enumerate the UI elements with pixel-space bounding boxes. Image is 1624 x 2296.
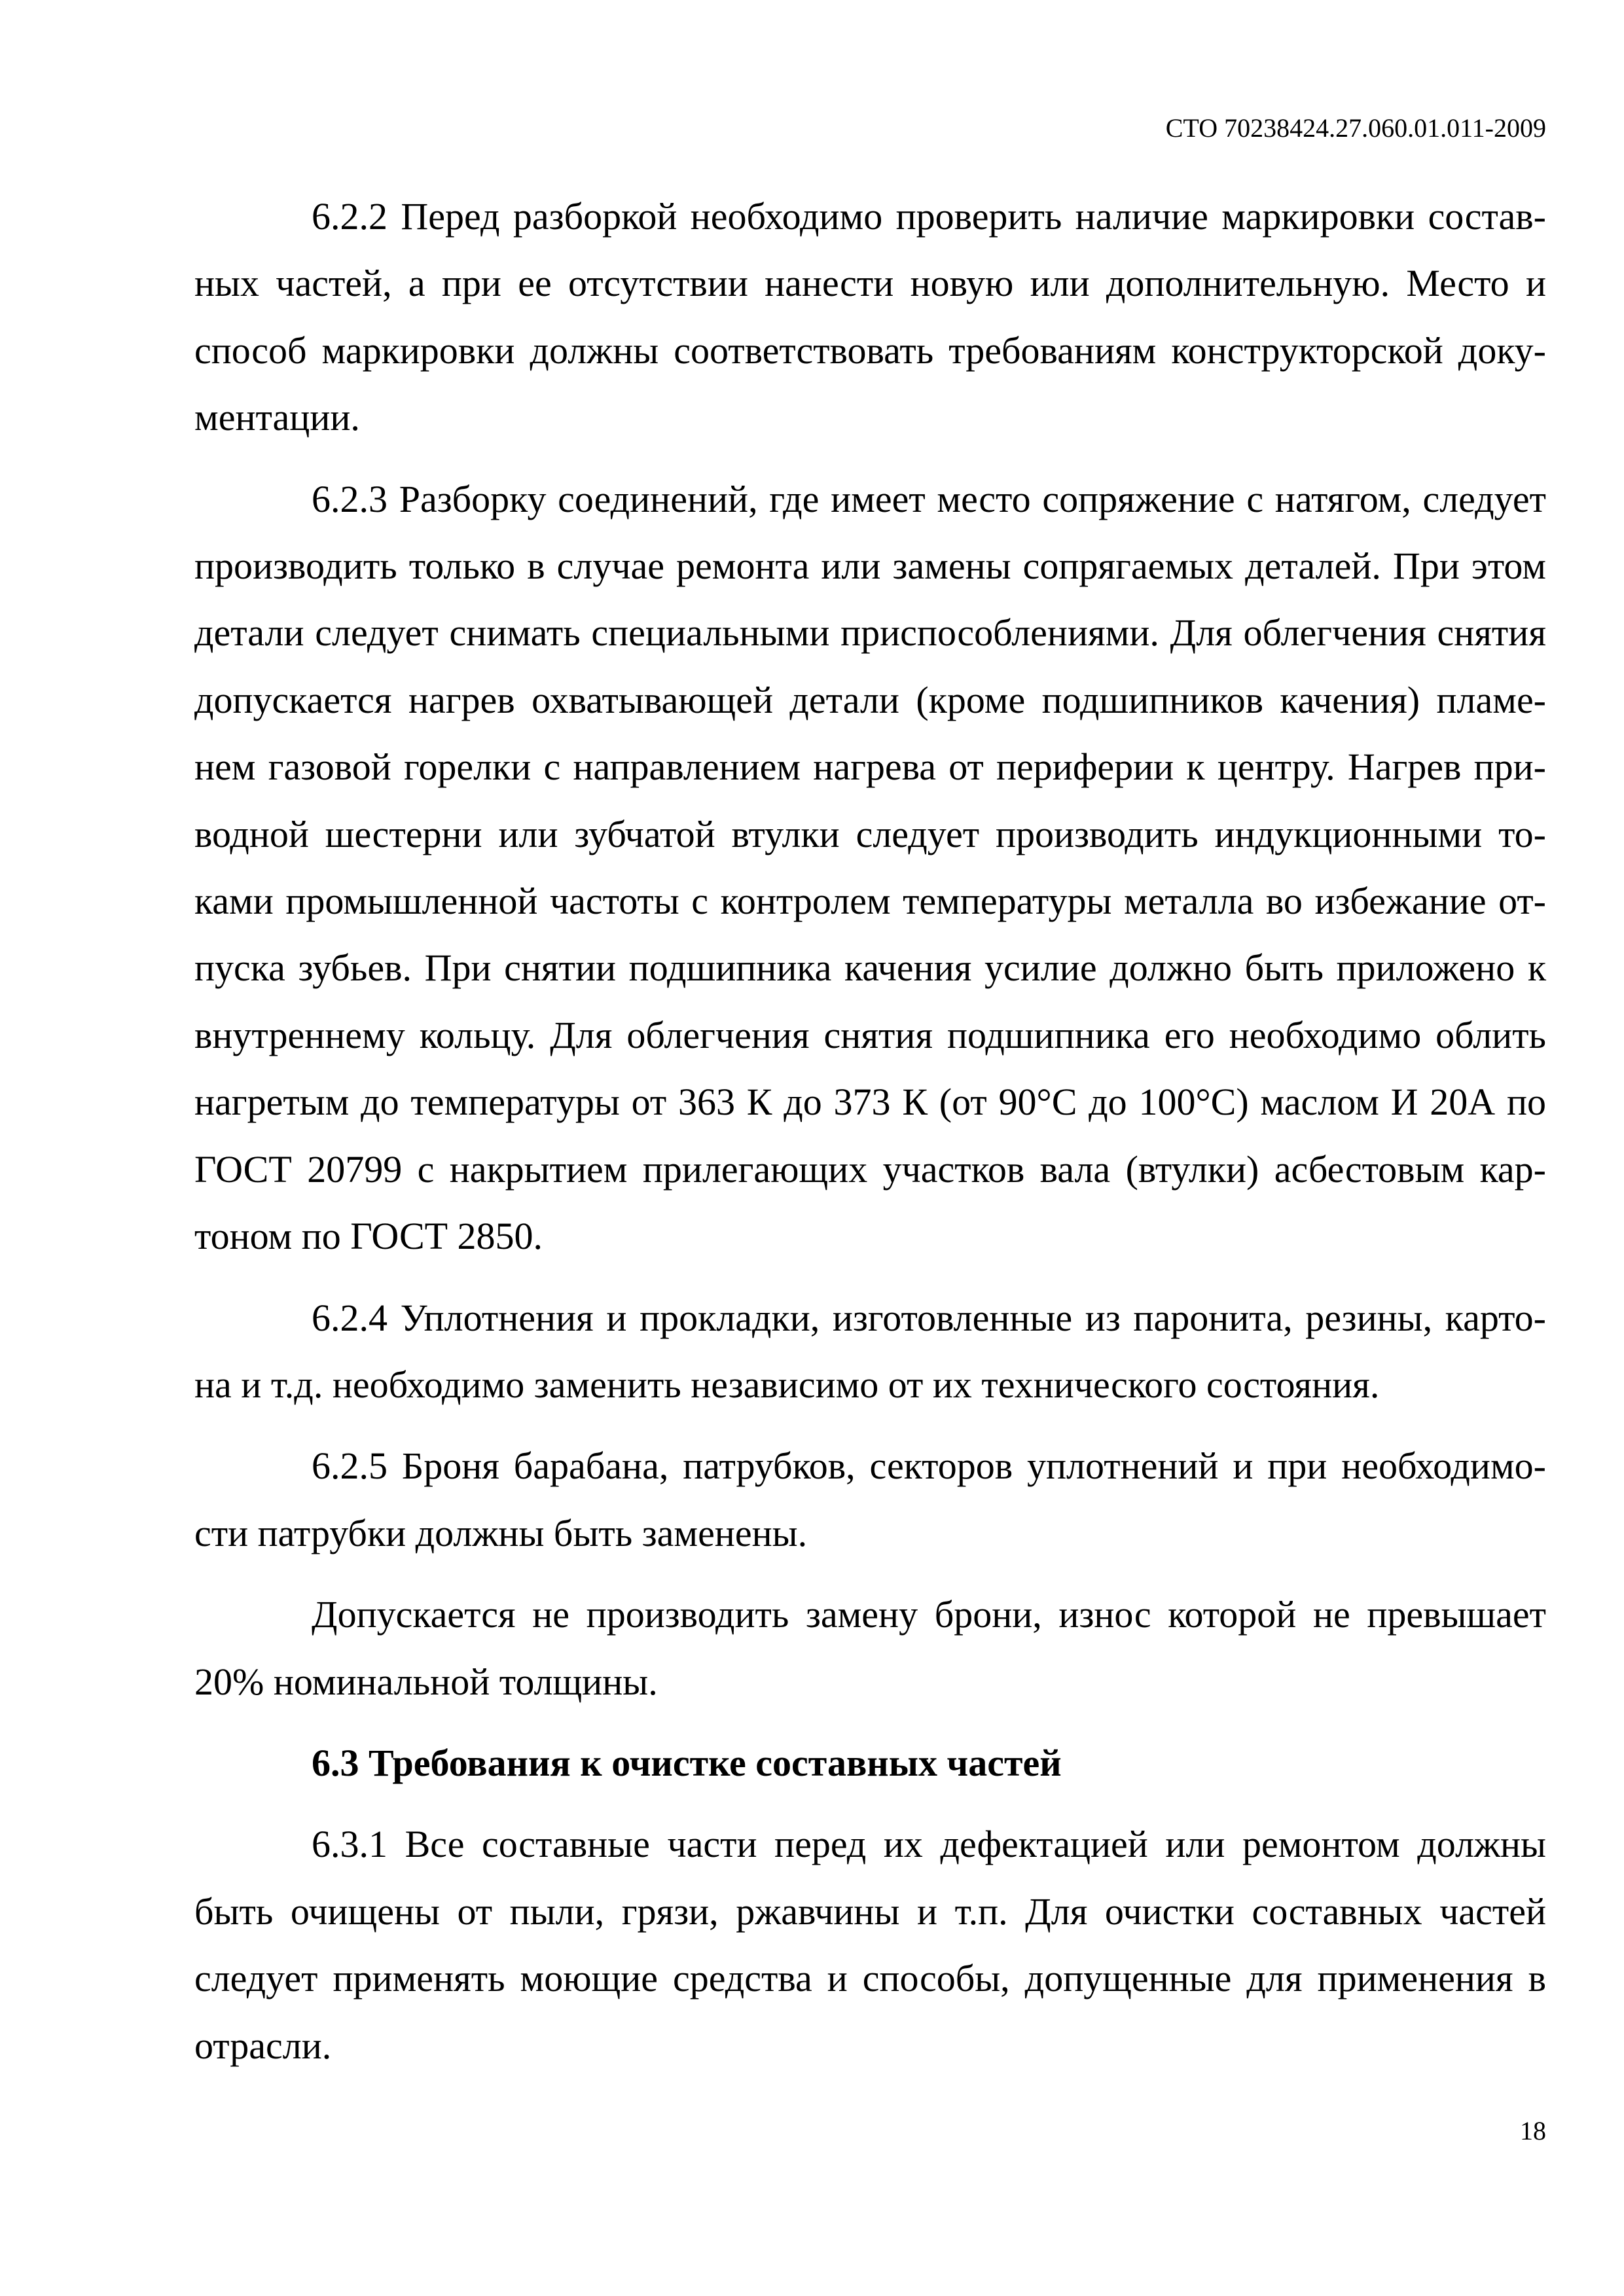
document-body — [194, 183, 1546, 2094]
text-line: ками промышленной частоты с контролем температуры металла во избежание от- — [194, 880, 1546, 923]
text-line: водной шестерни или зубчатой втулки следует производить индукционными то- — [194, 812, 1546, 855]
text-line: на и т.д. необходимо заменить независимо от их технического состояния. — [194, 1363, 1380, 1406]
text-line: детали следует снимать специальными приспособлениями. Для облегчения снятия — [194, 611, 1546, 655]
text-line: 6.2.3 Разборку соединений, где имеет место сопряжение с натягом, следует — [312, 477, 1546, 520]
text-line: 6.2.5 Броня барабана, патрубков, секторов уплотнений и при необходимо- — [312, 1444, 1546, 1488]
text-line: отрасли. — [194, 2024, 332, 2067]
document-code-header: СТО 70238424.27.060.01.011-2009 — [1165, 113, 1546, 143]
text-line: производить только в случае ремонта или замены сопрягаемых деталей. При этом — [194, 545, 1546, 588]
paragraph — [194, 1811, 1546, 2079]
text-line: нем газовой горелки с направлением нагрева от периферии к центру. Нагрев при- — [194, 745, 1546, 789]
text-line: допускается нагрев охватывающей детали (кроме подшипников качения) пламе- — [194, 678, 1546, 721]
paragraph — [194, 1433, 1546, 1567]
text-line: 6.2.4 Уплотнения и прокладки, изготовленные из паронита, резины, карто- — [312, 1296, 1546, 1339]
text-line: следует применять моющие средства и способы, допущенные для применения в — [194, 1957, 1546, 2000]
text-line: сти патрубки должны быть заменены. — [194, 1511, 808, 1554]
text-line: ГОСТ 20799 с накрытием прилегающих участков вала (втулки) асбестовым кар- — [194, 1147, 1546, 1191]
text-line: внутреннему кольцу. Для облегчения снятия подшипника его необходимо облить — [194, 1013, 1546, 1056]
text-line: ментации. — [194, 396, 360, 439]
text-line: пуска зубьев. При снятии подшипника качения усилие должно быть приложено к — [194, 946, 1546, 990]
paragraph — [194, 466, 1546, 1270]
section-heading: 6.3 Требования к очистке составных частей — [312, 1741, 1062, 1784]
text-line: 6.3.1 Все составные части перед их дефектацией или ремонтом должны — [312, 1823, 1546, 1866]
text-line: тоном по ГОСТ 2850. — [194, 1215, 543, 1258]
text-line: Допускается не производить замену брони, износ которой не превышает — [312, 1593, 1546, 1636]
text-line: быть очищены от пыли, грязи, ржавчины и т.п. Для очистки составных частей — [194, 1890, 1546, 1933]
page-number: 18 — [1520, 2116, 1546, 2145]
text-line: способ маркировки должны соответствовать требованиям конструкторской доку- — [194, 329, 1546, 372]
paragraph — [194, 183, 1546, 452]
paragraph — [194, 1581, 1546, 1715]
text-line: нагретым до температуры от 363 К до 373 К (от 90°С до 100°С) маслом И 20А по — [194, 1081, 1546, 1124]
text-line: 20% номинальной толщины. — [194, 1660, 658, 1703]
paragraph — [194, 1285, 1546, 1419]
text-line: ных частей, а при ее отсутствии нанести новую или дополнительную. Место и — [194, 262, 1546, 305]
text-line: 6.2.2 Перед разборкой необходимо проверить наличие маркировки состав- — [312, 195, 1546, 238]
